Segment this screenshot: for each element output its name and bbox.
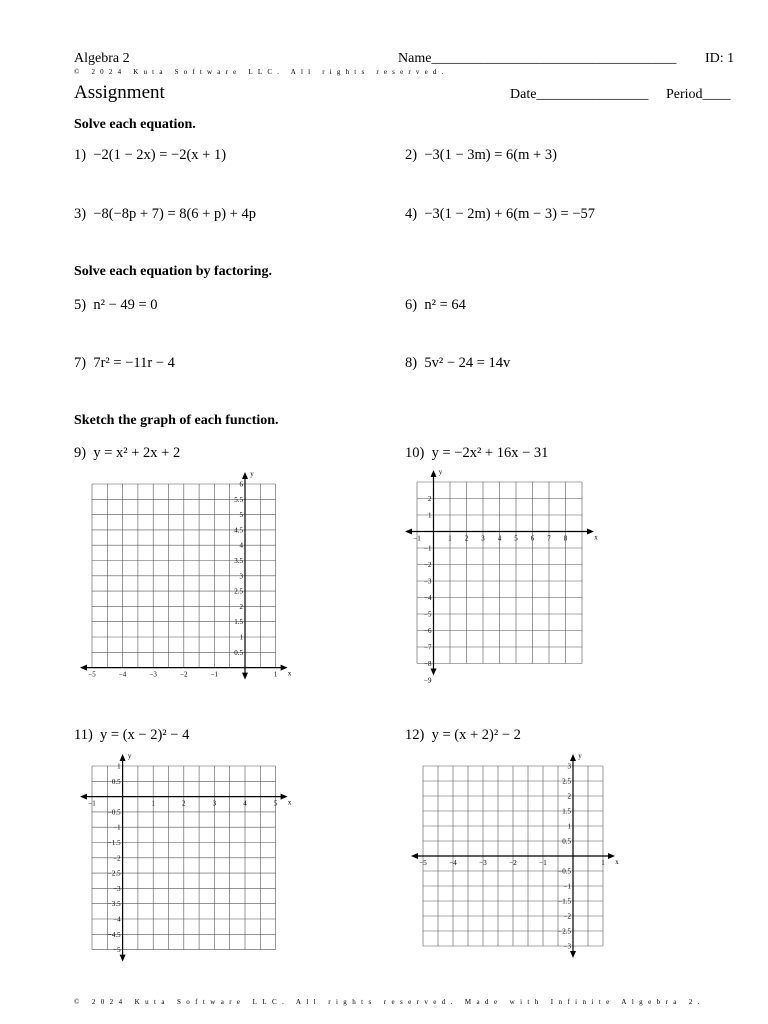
problem-number: 11) [74,727,93,743]
x-axis-arrow-left [80,665,87,671]
y-tick-label: −2.5 [558,927,571,936]
x-tick-label: 8 [563,534,568,543]
y-axis-arrow-down [242,673,248,680]
x-tick-label: 4 [497,534,502,543]
y-tick-label: 4 [239,541,243,550]
y-tick-label: 1.5 [234,618,243,627]
x-axis-arrow-right [281,794,288,800]
y-tick-label: 6 [239,480,243,489]
y-tick-label: 0.5 [111,777,121,786]
y-axis-arrow-down [431,669,437,676]
name-field: Name___________________________________ [398,51,677,66]
y-tick-label: −5 [424,610,432,619]
problem-equation: y = (x + 2)² − 2 [431,727,521,743]
section-sketch-graphs: Sketch the graph of each function. [74,413,279,428]
x-tick-label: −5 [419,859,427,867]
graph-grid-10[interactable] [405,468,605,683]
y-tick-label: −3 [563,942,571,951]
y-tick-label: 5 [239,511,243,520]
y-axis-arrow-down [120,955,126,962]
x-tick-label: −1 [88,799,96,808]
x-tick-label: −2 [509,859,517,867]
y-axis-label: y [578,752,582,760]
x-tick-label: 1 [273,670,278,679]
y-axis-label: y [127,752,132,760]
y-tick-label: −1.5 [107,839,121,847]
problem-number: 6) [405,297,418,313]
x-tick-label: 3 [212,799,217,808]
y-tick-label: 3 [239,572,243,581]
x-tick-label: −4 [449,859,457,867]
y-axis-label: y [438,468,443,476]
problem-number: 1) [74,147,87,163]
problem-number: 12) [405,727,425,743]
x-tick-label: −1 [210,670,219,679]
problem-2 [405,147,557,164]
x-tick-label: −2 [180,670,188,679]
y-axis-arrow-up [570,754,576,761]
x-axis-arrow-right [608,853,615,859]
x-axis-arrow-right [281,665,288,671]
problem-1 [74,147,226,164]
x-tick-label: 1 [448,534,452,543]
y-tick-label: −6 [424,627,432,635]
x-tick-label: 2 [182,799,186,808]
problem-11 [74,727,189,744]
x-axis-arrow-left [405,529,412,535]
x-tick-label: 7 [547,534,551,543]
x-tick-label: 4 [243,799,247,808]
y-tick-label: −8 [424,660,432,668]
y-tick-label: −2.5 [107,869,121,878]
x-tick-label: −5 [88,670,96,679]
y-tick-label: −3.5 [107,900,121,909]
y-tick-label: 1.5 [562,807,571,816]
problem-number: 7) [74,355,87,371]
y-tick-label: 2 [428,495,432,503]
y-tick-label: 2.5 [562,777,571,786]
y-tick-label: −4 [424,594,432,602]
x-tick-label: −4 [118,670,127,679]
problem-equation: −3(1 − 2m) + 6(m − 3) = −57 [424,206,596,222]
x-tick-label: 5 [273,799,278,808]
y-tick-label: −1 [424,544,432,553]
problem-number: 8) [405,355,418,371]
x-axis-label: x [287,669,292,678]
x-tick-label: −1 [539,859,547,867]
y-tick-label: −4.5 [107,930,121,939]
x-axis-label: x [287,798,292,807]
y-tick-label: 2.5 [234,587,243,596]
x-axis-arrow-left [80,794,87,800]
graph-grid-12[interactable] [405,752,619,967]
y-tick-label: −2 [113,854,121,863]
y-tick-label: 1 [428,511,432,520]
problem-number: 2) [405,147,418,163]
y-axis-arrow-up [431,470,437,477]
y-tick-label: −3 [113,884,121,893]
problem-equation: 5v² − 24 = 14v [424,355,511,371]
problem-equation: n² − 49 = 0 [93,297,158,313]
copyright-top: © 2024 Kuta Software LLC. All rights reserved. [74,68,449,76]
problem-equation: −8(−8p + 7) = 8(6 + p) + 4p [93,206,256,222]
problem-equation: y = x² + 2x + 2 [93,445,181,461]
section-solve-equations: Solve each equation. [74,117,196,132]
y-tick-label: −3 [424,577,432,586]
y-tick-label: −4 [113,915,121,924]
problem-6 [405,297,466,314]
y-tick-label: −0.5 [558,867,571,876]
x-tick-label: −3 [149,670,157,679]
graph-grid-11[interactable] [72,752,292,967]
problem-10 [405,445,548,462]
x-tick-label: 3 [481,534,485,543]
problem-equation: −2(1 − 2x) = −2(x + 1) [93,147,227,163]
y-axis-arrow-up [242,472,248,479]
y-axis-arrow-down [570,951,576,958]
y-tick-label: 3 [567,762,571,771]
y-tick-label: −1 [563,882,571,891]
x-axis-label: x [594,533,598,542]
y-tick-label: 4.5 [234,526,243,535]
problem-4 [405,206,595,223]
y-tick-label: 1 [239,633,243,642]
course-name: Algebra 2 [74,51,130,66]
problem-5 [74,297,158,314]
problem-number: 9) [74,445,87,461]
problem-7 [74,355,175,372]
section-solve-by-factoring: Solve each equation by factoring. [74,264,272,279]
y-tick-label: 0.5 [562,837,571,846]
x-tick-label: 1 [601,859,605,867]
problem-equation: 7r² = −11r − 4 [93,355,175,371]
x-axis-arrow-left [411,853,418,859]
problem-equation: y = −2x² + 16x − 31 [431,445,549,461]
y-tick-label: −5 [113,946,121,955]
x-axis-arrow-right [587,529,594,535]
problem-number: 5) [74,297,87,313]
graph-grid-9[interactable] [72,468,292,683]
x-tick-label: 1 [151,799,155,808]
date-field: Date________________ [510,87,649,102]
x-tick-label: 5 [514,534,518,543]
problem-equation: −3(1 − 3m) = 6(m + 3) [424,147,557,163]
y-axis-label: y [250,470,254,478]
footer-copyright: © 2024 Kuta Software LLC. All rights reserved. Made with Infinite Algebra 2. [74,998,705,1006]
problem-number: 10) [405,445,425,461]
x-tick-label: −3 [479,859,487,867]
x-tick-label: −1 [413,534,421,543]
y-tick-label: 2 [239,602,243,611]
y-tick-label: −9 [424,676,432,685]
period-field: Period____ [666,87,731,102]
y-tick-label: 1 [117,762,121,771]
y-tick-label: −1.5 [558,897,571,906]
page-title: Assignment [74,82,165,103]
y-tick-label: 1 [567,822,571,831]
problem-number: 3) [74,206,87,222]
y-tick-label: 0.5 [234,648,243,657]
problem-8 [405,355,510,372]
y-tick-label: 2 [567,792,571,801]
y-tick-label: −1 [113,823,121,832]
x-tick-label: 6 [530,534,535,543]
problem-3 [74,206,256,223]
y-tick-label: −2 [563,912,571,921]
problem-equation: n² = 64 [424,297,466,313]
y-axis-arrow-up [120,754,126,761]
problem-12 [405,727,521,744]
y-tick-label: −7 [424,643,432,652]
y-tick-label: 5.5 [234,495,243,504]
y-tick-label: −0.5 [107,808,121,817]
x-axis-label: x [615,858,619,866]
worksheet-id: ID: 1 [705,51,735,66]
problem-number: 4) [405,206,418,222]
problem-equation: y = (x − 2)² − 4 [100,727,190,743]
y-tick-label: −2 [424,561,432,569]
problem-9 [74,445,180,462]
y-tick-label: 3.5 [234,557,243,565]
x-tick-label: 2 [464,534,469,543]
